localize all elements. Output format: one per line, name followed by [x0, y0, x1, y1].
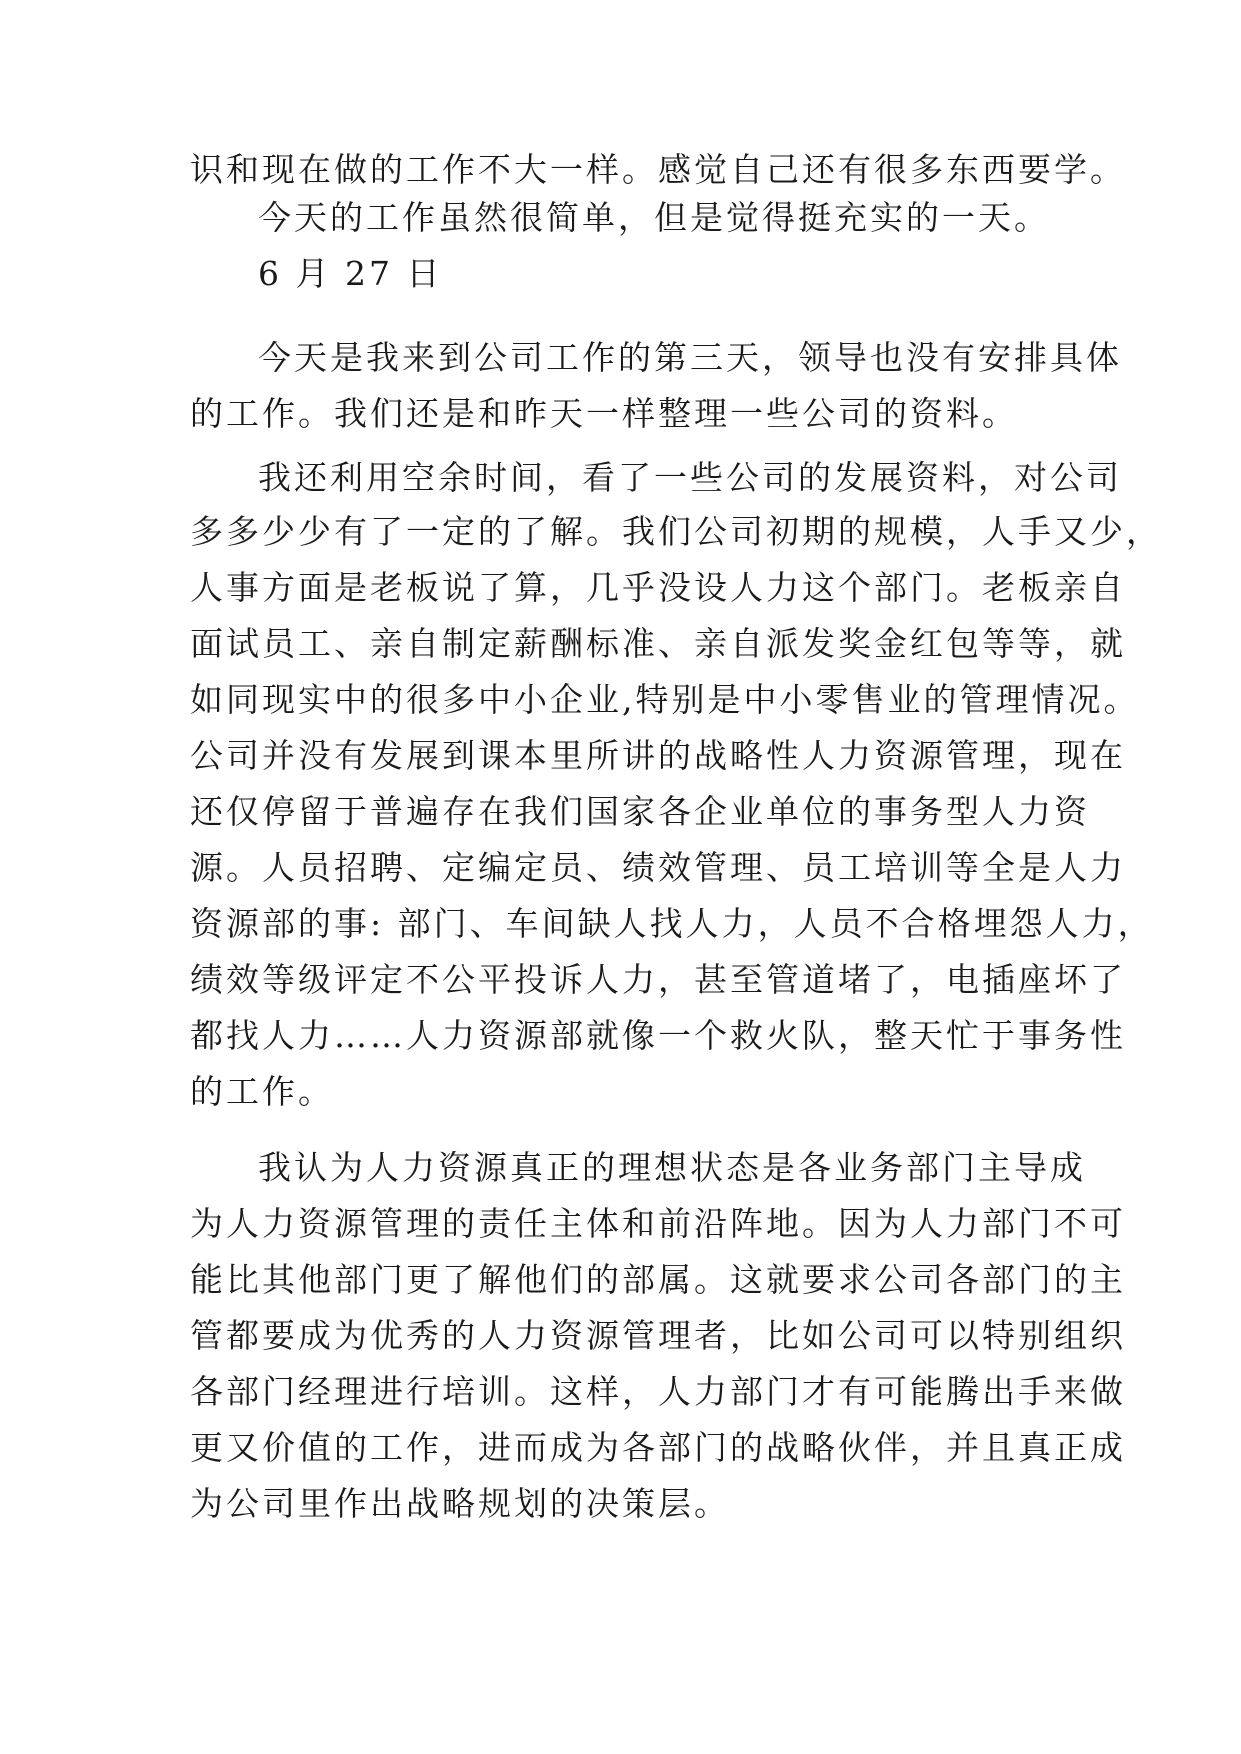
text-line: 多多少少有了一定的了解。我们公司初期的规模，人手又少， — [190, 512, 1162, 551]
text-line: 管都要成为优秀的人力资源管理者，比如公司可以特别组织 — [190, 1316, 1126, 1355]
text-line: 我认为人力资源真正的理想状态是各业务部门主导成 — [258, 1148, 1086, 1187]
text-line: 人事方面是老板说了算，几乎没设人力这个部门。老板亲自 — [190, 568, 1126, 607]
text-line: 能比其他部门更了解他们的部属。这就要求公司各部门的主 — [190, 1260, 1126, 1299]
text-line: 识和现在做的工作不大一样。感觉自己还有很多东西要学。 — [190, 150, 1126, 189]
text-line: 各部门经理进行培训。这样，人力部门才有可能腾出手来做 — [190, 1372, 1126, 1411]
text-line: 源。人员招聘、定编定员、绩效管理、员工培训等全是人力 — [190, 848, 1126, 887]
text-line: 的工作。我们还是和昨天一样整理一些公司的资料。 — [190, 394, 1018, 433]
text-line: 为公司里作出战略规划的决策层。 — [190, 1484, 730, 1523]
date-heading: 6 月 27 日 — [258, 254, 443, 293]
text-line: 还仅停留于普遍存在我们国家各企业单位的事务型人力资 — [190, 792, 1090, 831]
text-line: 面试员工、亲自制定薪酬标准、亲自派发奖金红包等等，就 — [190, 624, 1126, 663]
text-line: 资源部的事: 部门、车间缺人找人力，人员不合格埋怨人力， — [190, 904, 1154, 943]
text-line: 绩效等级评定不公平投诉人力，甚至管道堵了，电插座坏了 — [190, 960, 1126, 999]
text-line: 的工作。 — [190, 1072, 334, 1111]
text-line: 公司并没有发展到课本里所讲的战略性人力资源管理，现在 — [190, 736, 1126, 775]
text-line: 今天的工作虽然很简单，但是觉得挺充实的一天。 — [258, 198, 1050, 237]
text-line: 如同现实中的很多中小企业,特别是中小零售业的管理情况。 — [190, 680, 1140, 719]
text-line: 为人力资源管理的责任主体和前沿阵地。因为人力部门不可 — [190, 1204, 1126, 1243]
text-line: 都找人力……人力资源部就像一个救火队，整天忙于事务性 — [190, 1016, 1126, 1055]
text-line: 我还利用空余时间，看了一些公司的发展资料，对公司 — [258, 458, 1122, 497]
text-line: 更又价值的工作，进而成为各部门的战略伙伴，并且真正成 — [190, 1428, 1126, 1467]
text-line: 今天是我来到公司工作的第三天，领导也没有安排具体 — [258, 338, 1122, 377]
